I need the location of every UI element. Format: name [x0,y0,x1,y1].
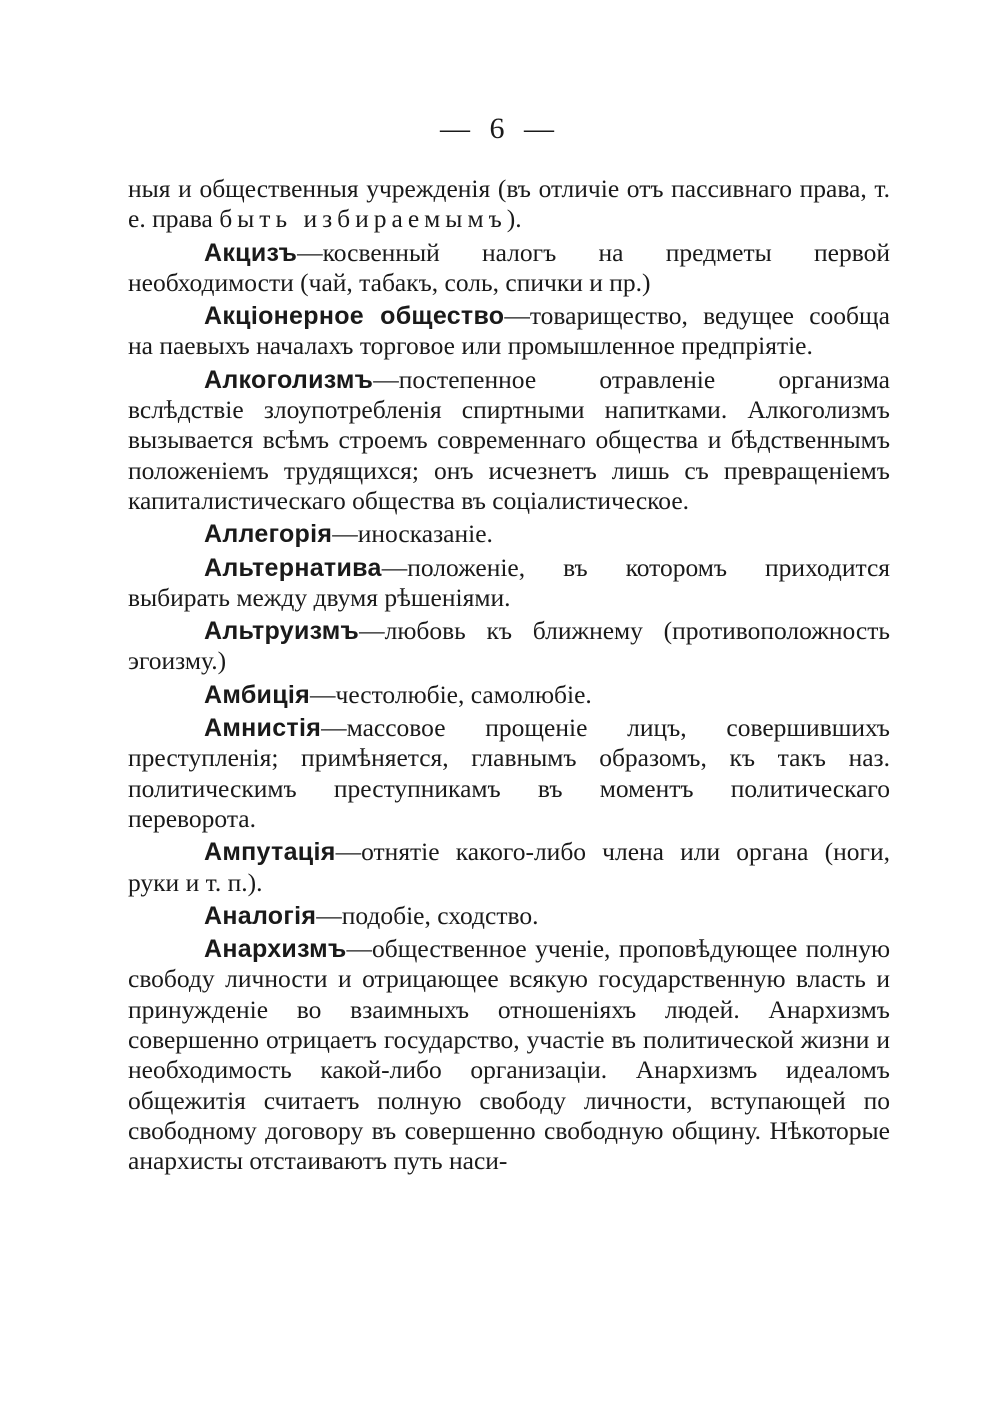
entry-term: Акцизъ [204,238,298,267]
entry-definition: —иносказаніе. [332,519,493,549]
entry-definition: —товарищество, ведущее сообща на паевыхъ началахъ торговое или промышленное предпріятіе. [128,301,890,361]
entry-term: Альтернатива [204,553,382,582]
entry-term: Аллегорія [204,520,333,549]
entry-altruizm [128,616,890,677]
entry-akciz [128,238,890,299]
entry-anarkhizm [128,934,890,1176]
continuation-spaced-text: быть избираемымъ [219,204,507,234]
entry-term: Амнистія [204,714,322,743]
entry-definition: —отнятіе какого-либо члена или органа (ноги, руки и т. п.). [128,837,890,897]
entry-definition: —честолюбіе, самолюбіе. [310,679,592,709]
entry-term: Акціонерное общество [204,302,505,331]
entry-term: Альтруизмъ [204,617,360,646]
entry-analogiya [128,901,890,931]
entry-amputaciya [128,837,890,898]
entry-ambiciya [128,680,890,710]
entry-definition: —постепенное отравленіе организма вслѣдствіе злоупотребленія спиртными напитками. Алкоголизмъ вызывается всѣмъ строемъ современнаго общества и бѣдственнымъ положеніемъ трудящихся; онъ исчезнетъ лишь съ превращеніемъ капиталистическаго общества въ соціалистическое. [128,364,890,515]
entry-definition: —любовь къ ближнему (противоположность эгоизму.) [128,616,890,676]
entry-allegoriya [128,519,890,549]
entry-alternativa [128,553,890,614]
entry-amnistiya [128,713,890,834]
entry-definition: —косвенный налогъ на предметы первой необходимости (чай, табакъ, соль, спички и пр.) [128,237,890,297]
entry-akcionernoe-obshchestvo [128,301,890,362]
entry-term: Ампутація [204,838,336,867]
continuation-text-end: ). [506,204,522,234]
entry-term: Аналогія [204,901,317,930]
entry-definition: —общественное ученіе, проповѣдующее полную свободу личности и отрицающее всякую государственную власть и принужденіе во взаимныхъ отношеніяхъ людей. Анархизмъ совершенно отрицаетъ государство, участіе въ политической жизни и необходимость какой-либо организаціи. Анархизмъ идеаломъ общежитія считаетъ полную свободу личности, вступающей по свободному договору въ совершенно свободную общину. Нѣкоторые анархисты отстаиваютъ путь наси- [128,934,890,1176]
entry-term: Алкоголизмъ [204,365,374,394]
page-number: — 6 — [440,112,560,145]
continuation-paragraph [128,174,890,235]
entry-alkogolizm [128,365,890,516]
entry-term: Анархизмъ [204,935,347,964]
entry-term: Амбиція [204,680,311,709]
continuation-text: ныя и общественныя учрежденія (въ отличіе отъ пассивнаго права, т. е. права [128,174,890,234]
entry-definition: —положеніе, въ которомъ приходится выбирать между двумя рѣшеніями. [128,552,890,612]
entry-definition: —подобіе, сходство. [316,900,539,930]
dictionary-text [128,174,890,1180]
entry-definition: —массовое прощеніе лицъ, совершившихъ преступленія; примѣняется, главнымъ образомъ, къ такъ наз. политическимъ преступникамъ въ моментъ политическаго переворота. [128,713,890,833]
